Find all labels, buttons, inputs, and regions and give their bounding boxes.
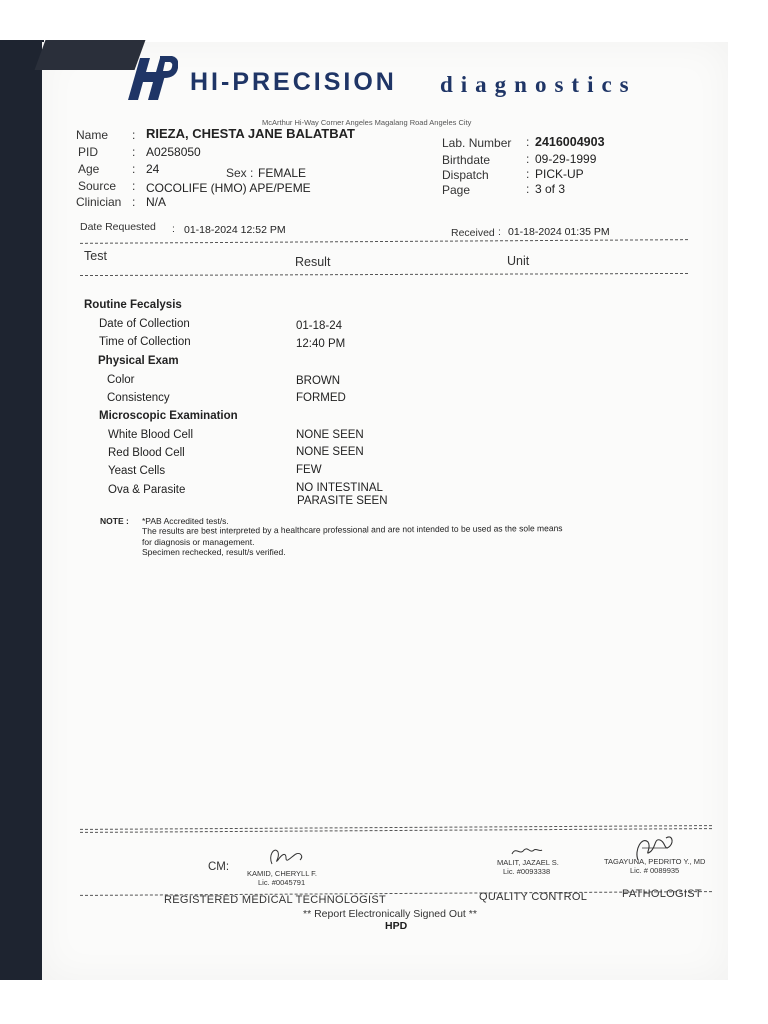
test-label: White Blood Cell	[108, 429, 194, 441]
colon: :	[132, 162, 136, 176]
col-unit-header: Unit	[507, 254, 530, 268]
colon: :	[526, 182, 530, 196]
test-label: Red Blood Cell	[108, 447, 185, 459]
medtech-license: Lic. #0045791	[258, 878, 306, 887]
qc-name: MALIT, JAZAEL S.	[497, 858, 559, 867]
page-number: 3 of 3	[535, 182, 566, 196]
birthdate-label: Birthdate	[442, 153, 491, 167]
date-requested-label: Date Requested	[80, 221, 156, 233]
colon: :	[132, 145, 136, 159]
patient-pid: A0258050	[146, 145, 201, 159]
note-label: NOTE :	[100, 516, 129, 526]
name-label: Name	[76, 128, 109, 142]
note-line: for diagnosis or management.	[142, 537, 255, 547]
patient-clinician: N/A	[146, 195, 167, 209]
colon: :	[132, 179, 136, 193]
col-test-header: Test	[84, 249, 107, 263]
test-value: 12:40 PM	[296, 338, 346, 350]
test-value: FORMED	[296, 392, 346, 404]
note-line: *PAB Accredited test/s.	[142, 516, 229, 526]
subsection-title: Physical Exam	[98, 355, 179, 367]
medtech-signature-icon	[264, 842, 310, 870]
pid-label: PID	[78, 145, 99, 159]
test-value: NO INTESTINAL	[296, 482, 383, 494]
hpd-logo-icon	[120, 52, 178, 102]
colon: :	[498, 226, 501, 238]
date-requested: 01-18-2024 12:52 PM	[184, 224, 286, 236]
test-label: Ova & Parasite	[108, 484, 186, 496]
role-pathologist: PATHOLOGIST	[622, 888, 702, 900]
colon: :	[526, 135, 530, 149]
birthdate: 09-29-1999	[535, 152, 597, 166]
patient-source: COCOLIFE (HMO) APE/PEME	[146, 181, 311, 195]
lab-number: 2416004903	[535, 135, 605, 149]
section-title: Routine Fecalysis	[84, 299, 182, 311]
lab-report-paper	[42, 42, 728, 980]
dispatch-label: Dispatch	[442, 168, 489, 182]
source-label: Source	[78, 179, 117, 193]
page-label: Page	[442, 183, 471, 197]
test-value: BROWN	[296, 375, 341, 387]
col-result-header: Result	[295, 255, 331, 269]
patient-age: 24	[146, 162, 160, 176]
test-value: 01-18-24	[296, 320, 343, 332]
cm-label: CM:	[208, 861, 230, 873]
test-label: Date of Collection	[99, 318, 190, 330]
sex-label: Sex :	[226, 166, 254, 180]
test-value: FEW	[296, 464, 322, 476]
electronic-signature-note: ** Report Electronically Signed Out **	[303, 908, 477, 920]
test-label: Time of Collection	[99, 336, 191, 348]
received-label: Received	[451, 227, 495, 239]
pathologist-license: Lic. # 0089935	[630, 866, 680, 875]
clinician-label: Clinician	[76, 195, 122, 209]
background-dark-edge	[0, 40, 44, 980]
brand-subtitle: diagnostics	[440, 72, 637, 97]
hpd-code: HPD	[385, 920, 408, 932]
colon: :	[526, 167, 530, 181]
test-value: NONE SEEN	[296, 429, 364, 441]
medtech-name: KAMID, CHERYLL F.	[247, 869, 318, 878]
qc-license: Lic. #0093338	[503, 867, 551, 876]
brand-name: HI-PRECISION	[190, 68, 397, 96]
patient-name: RIEZA, CHESTA JANE BALATBAT	[146, 126, 355, 141]
role-medtech: REGISTERED MEDICAL TECHNOLOGIST	[164, 894, 387, 906]
note-line: The results are best interpreted by a healthcare professional and are not intended to be used as the sole means	[141, 523, 563, 536]
colon: :	[132, 128, 136, 142]
colon: :	[132, 195, 136, 209]
age-label: Age	[78, 162, 100, 176]
received-date: 01-18-2024 01:35 PM	[508, 226, 610, 238]
colon: :	[172, 223, 175, 235]
dispatch: PICK-UP	[535, 167, 584, 181]
patient-sex: FEMALE	[258, 166, 307, 180]
test-label: Consistency	[107, 392, 170, 404]
colon: :	[526, 152, 530, 166]
test-value: NONE SEEN	[296, 446, 364, 458]
role-qc: QUALITY CONTROL	[479, 891, 588, 903]
lab-number-label: Lab. Number	[442, 136, 512, 150]
test-label: Yeast Cells	[108, 465, 166, 477]
pathologist-name: TAGAYUNA, PEDRITO Y., MD	[604, 857, 706, 866]
test-value: PARASITE SEEN	[297, 495, 388, 507]
subsection-title: Microscopic Examination	[99, 410, 238, 422]
test-label: Color	[107, 374, 135, 386]
note-line: Specimen rechecked, result/s verified.	[142, 547, 286, 557]
lab-address: McArthur Hi-Way Corner Angeles Magalang Road Angeles City	[262, 118, 472, 127]
